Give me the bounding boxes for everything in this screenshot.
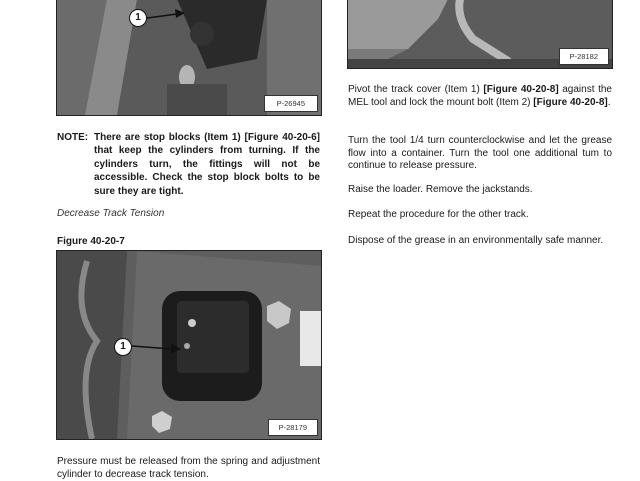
photo-label: P-28179 [268, 419, 318, 436]
photo-label: P-28182 [559, 48, 609, 65]
left-paragraph: Pressure must be released from the spring and adjustment cylinder to decrease track tension. [57, 456, 320, 480]
paragraph-pivot-track-cover [348, 84, 612, 109]
paragraph-raise-loader: Raise the loader. Remove the jackstands. [348, 184, 533, 195]
note-block [57, 131, 320, 198]
callout-arrow [57, 251, 321, 439]
figure-ref: [Figure 40-20-8] [533, 96, 608, 108]
note-text: There are stop blocks (Item 1) [Figure 40-20-6] that keep the cylinders from turning. If the cylinders turn, the fittings will not be accessible. Check the stop block bolts to be sure they are tight. [94, 132, 320, 197]
paragraph-dispose-grease: Dispose of the grease in an environmentally safe manner. [348, 235, 604, 246]
figure-40-20-7-photo [56, 250, 322, 440]
paragraph-turn-tool: Turn the tool 1/4 turn counterclockwise and let the grease flow into a container. Turn the tool one additional tum to continue to release pressure. [348, 135, 612, 171]
paragraph-text: Pivot the track cover (Item 1) [348, 84, 484, 95]
figure-caption: Figure 40-20-7 [57, 236, 125, 247]
callout-1: 1 [114, 338, 132, 356]
paragraph-text: . [607, 96, 611, 108]
paragraph-text: against the MEL tool and lock the mount bolt (Item 2) [348, 84, 612, 108]
figure-40-20-8-photo [347, 0, 613, 69]
figure-ref: [Figure 40-20-8] [483, 84, 559, 95]
paragraph-repeat-procedure: Repeat the procedure for the other track. [348, 209, 529, 220]
section-heading: Decrease Track Tension [57, 208, 165, 219]
photo-label: P-26945 [264, 95, 318, 112]
callout-1: 1 [129, 9, 147, 27]
note-label: NOTE: [57, 132, 89, 143]
figure-40-20-6-photo [56, 0, 322, 116]
